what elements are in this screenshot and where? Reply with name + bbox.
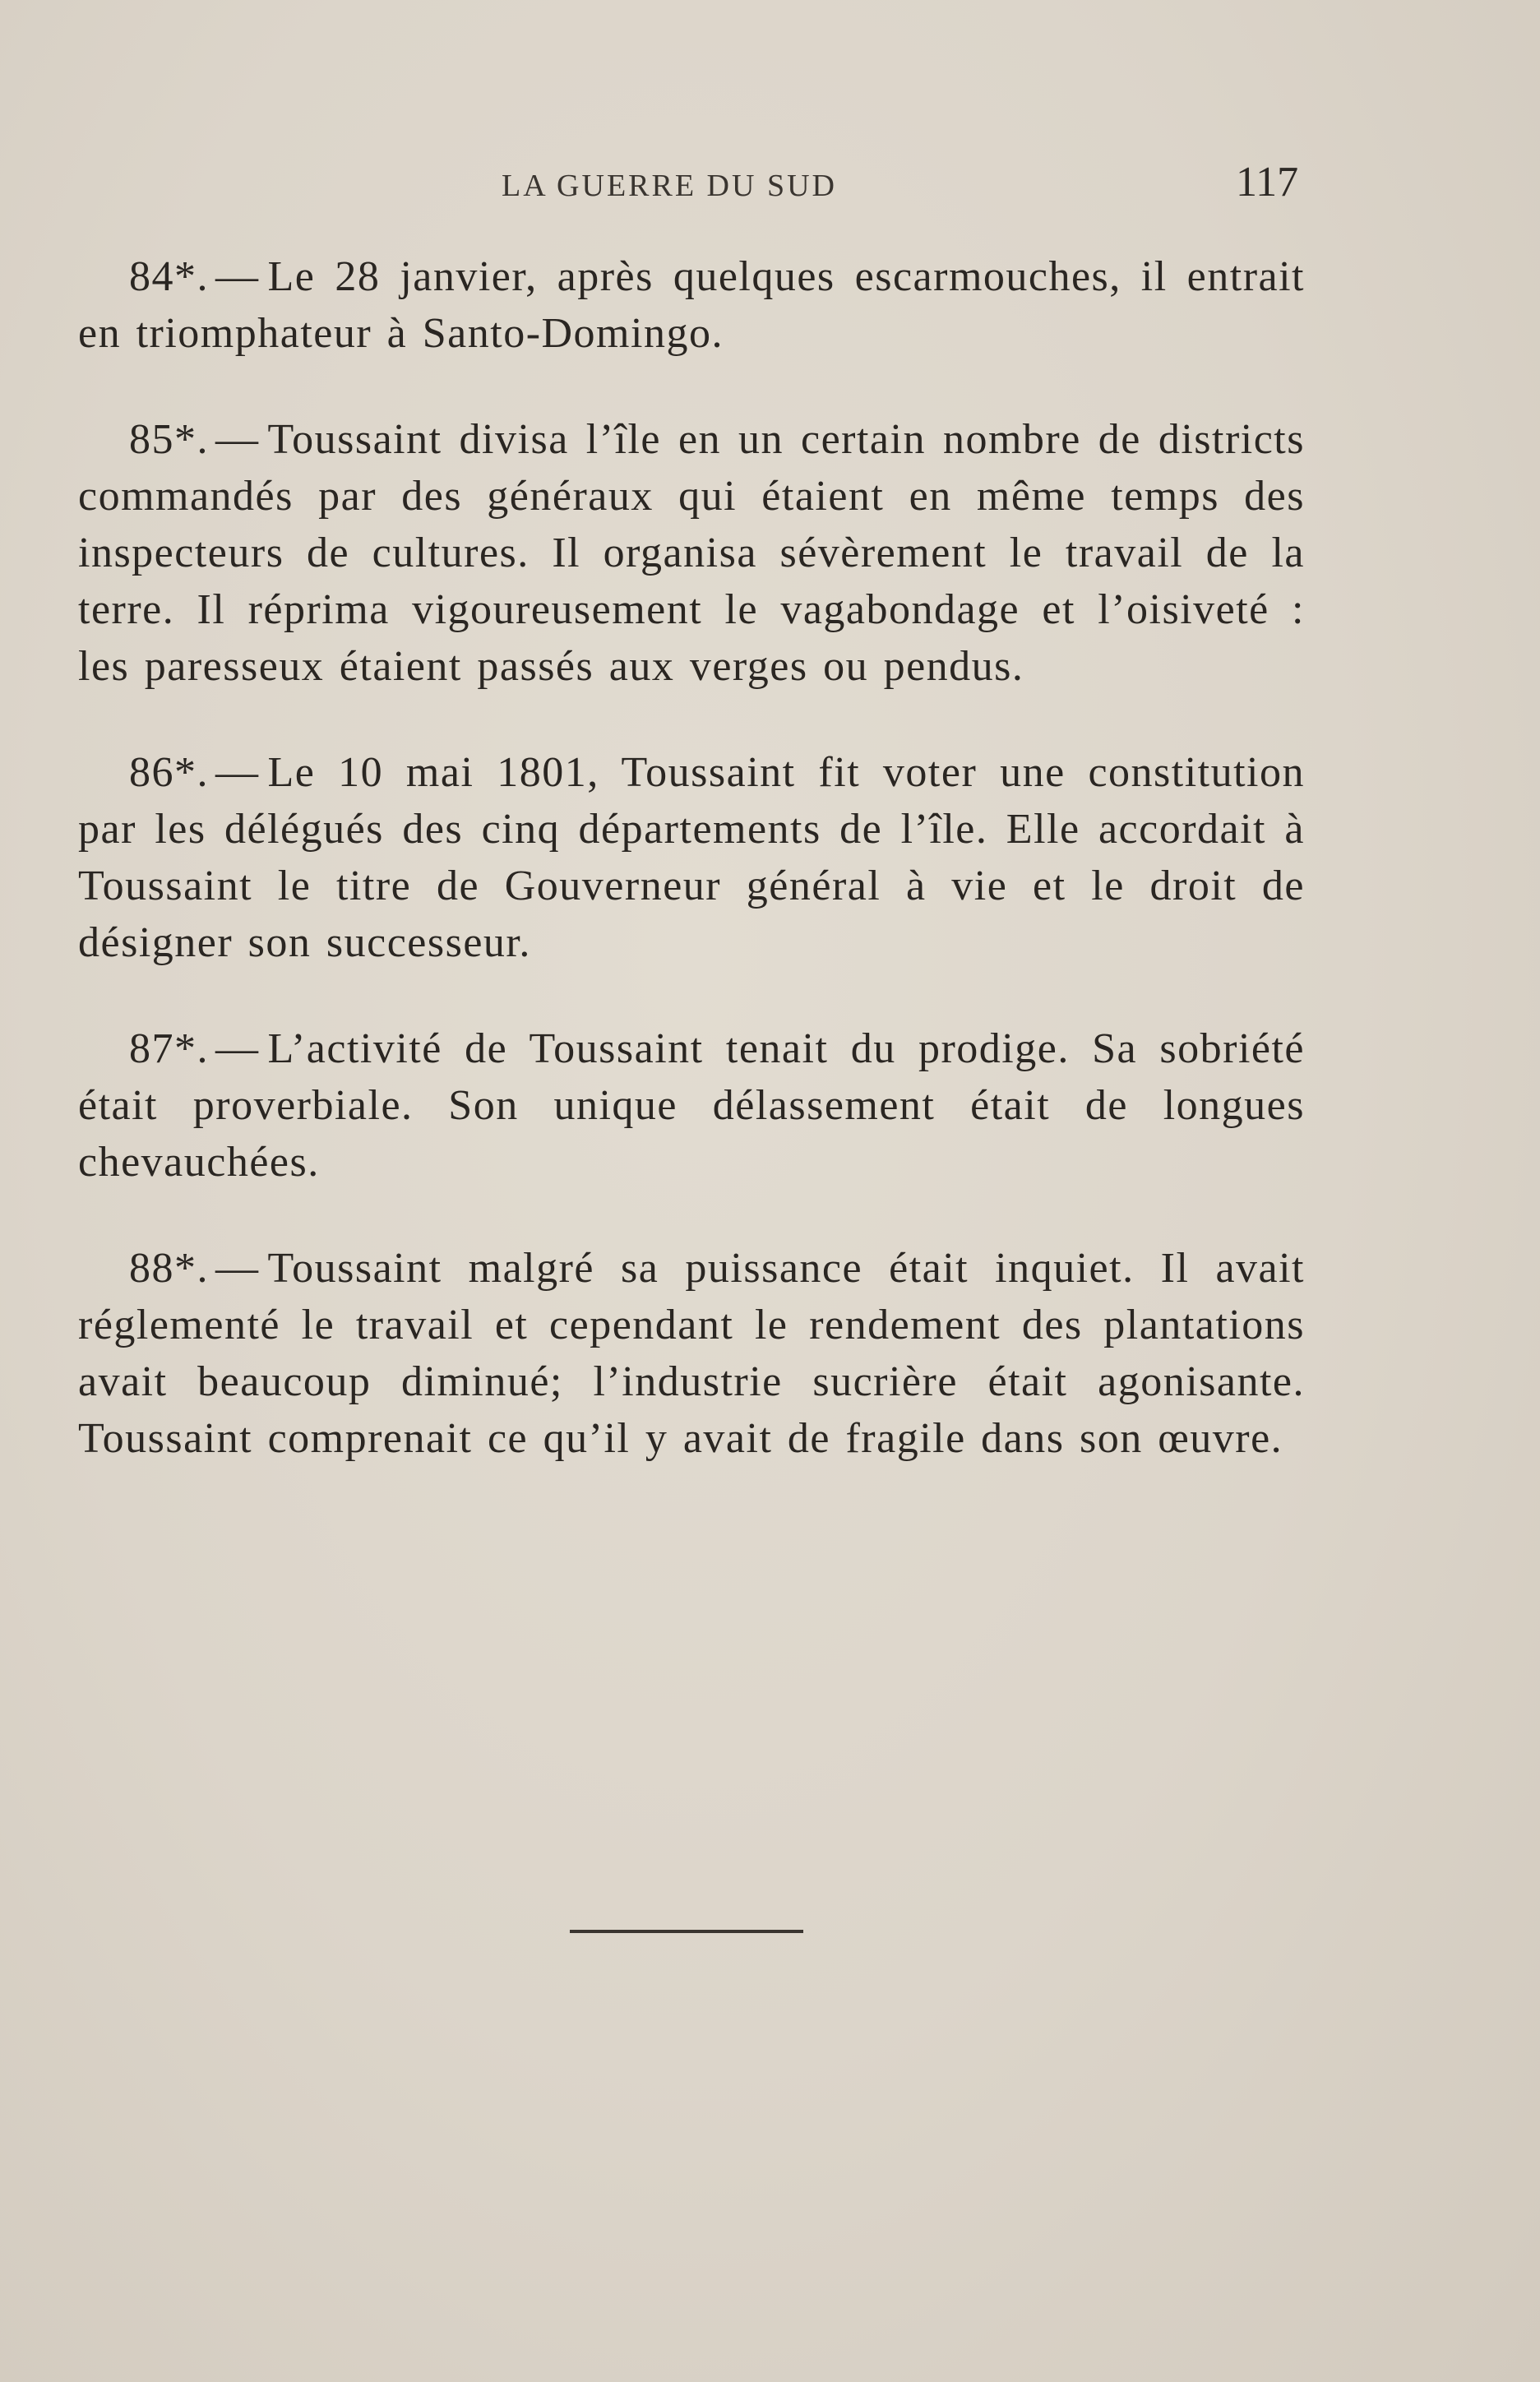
- end-rule-divider: [570, 1930, 803, 1933]
- paragraph-86: [78, 744, 1305, 971]
- paragraph-number: 87*.: [129, 1025, 209, 1072]
- paragraph-dash: —: [215, 1025, 260, 1072]
- paragraph-number: 84*.: [129, 253, 209, 300]
- paragraph-text: Toussaint malgré sa puissance était inquiet. Il avait réglementé le travail et cependant le rendement des plantations avait beaucoup diminué; l’industrie sucrière était agonisante. Toussaint comprenait ce qu’il y avait de fragile dans son œuvre.: [78, 1245, 1305, 1462]
- paragraph-text: L’activité de Toussaint tenait du prodige. Sa sobriété était proverbiale. Son unique délassement était de longues chevauchées.: [78, 1025, 1305, 1186]
- paragraph-number: 88*.: [129, 1245, 209, 1292]
- paragraph-number: 85*.: [129, 416, 209, 463]
- paragraph-text: Le 28 janvier, après quelques escarmouches, il entrait en triomphateur à Santo-Domingo.: [78, 253, 1305, 357]
- paragraph-text: Toussaint divisa l’île en un certain nombre de districts commandés par des généraux qui étaient en même temps des inspecteurs de cultures. Il organisa sévèrement le travail de la terre. Il réprima vigoureusement le vagabondage et l’oisiveté : les paresseux étaient passés aux verges ou pendus.: [78, 416, 1305, 690]
- paragraph-dash: —: [215, 253, 260, 300]
- body-text: [78, 248, 1305, 1516]
- page-number: 117: [1236, 159, 1299, 206]
- paragraph-text: Le 10 mai 1801, Toussaint fit voter une constitution par les délégués des cinq départements de l’île. Elle accordait à Toussaint le titre de Gouverneur général à vie et le droit de désigner son successeur.: [78, 749, 1305, 966]
- paragraph-84: [78, 248, 1305, 362]
- paragraph-85: [78, 411, 1305, 695]
- running-title: LA GUERRE DU SUD: [502, 169, 837, 203]
- paragraph-dash: —: [215, 416, 260, 463]
- paragraph-88: [78, 1240, 1305, 1467]
- paragraph-87: [78, 1020, 1305, 1191]
- running-head: [0, 158, 1540, 207]
- paragraph-dash: —: [215, 749, 260, 796]
- paragraph-number: 86*.: [129, 749, 209, 796]
- paragraph-dash: —: [215, 1245, 260, 1292]
